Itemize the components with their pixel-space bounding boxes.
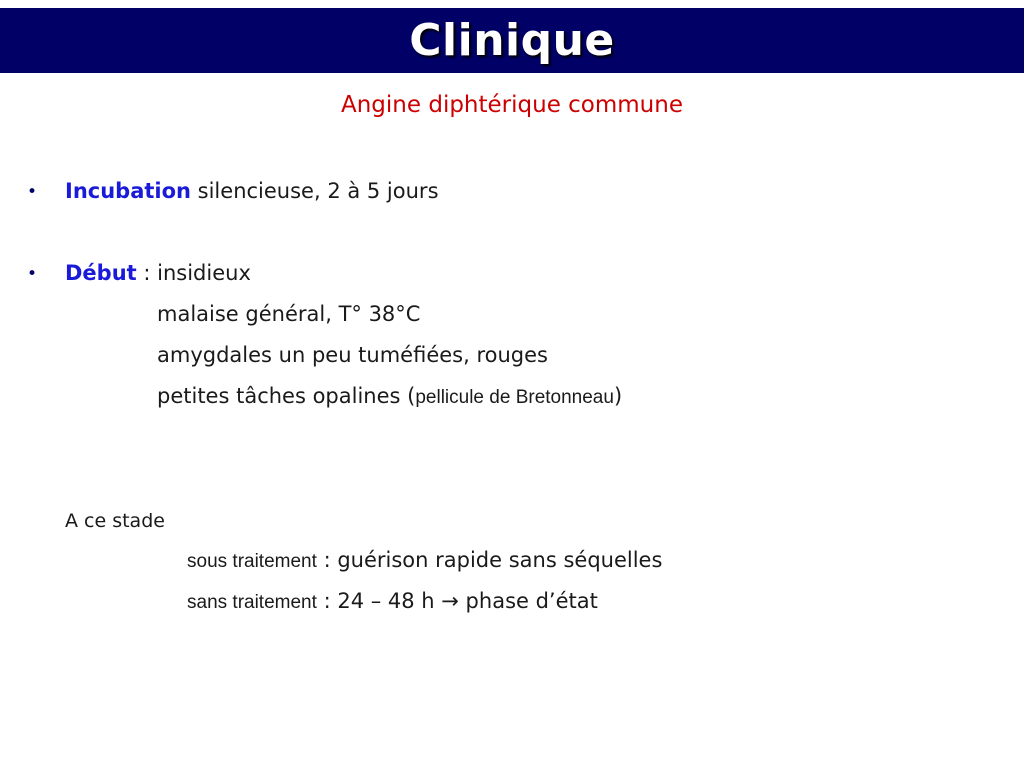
incubation-line	[65, 179, 439, 203]
slide-subtitle	[0, 92, 1024, 118]
subtitle-text: Angine diphtérique commune	[341, 92, 683, 118]
debut-detail-1: malaise général, T° 38°C	[157, 302, 421, 326]
debut-line	[65, 261, 251, 285]
slide-title: Clinique	[409, 15, 615, 66]
debut-detail-3-prefix: petites tâches opalines (	[157, 384, 416, 408]
incubation-text: silencieuse, 2 à 5 jours	[190, 179, 439, 203]
bullet-incubation: •	[27, 182, 38, 202]
sous-traitement-line	[187, 548, 662, 573]
debut-text: : insidieux	[136, 261, 251, 285]
bullet-debut: •	[27, 264, 38, 284]
sans-traitement-label: sans traitement	[187, 592, 317, 613]
sans-traitement-line	[187, 589, 598, 614]
sous-traitement-label: sous traitement	[187, 551, 317, 572]
debut-detail-3-suffix: )	[613, 384, 623, 408]
pellicule-note: pellicule de Bretonneau	[415, 387, 614, 408]
sans-traitement-text: : 24 – 48 h → phase d’état	[316, 589, 598, 613]
debut-keyword: Début	[65, 261, 137, 285]
sous-traitement-text: : guérison rapide sans séquelles	[316, 548, 663, 572]
debut-detail-2: amygdales un peu tuméfiées, rouges	[157, 343, 548, 367]
stade-heading: A ce stade	[65, 510, 165, 532]
incubation-keyword: Incubation	[65, 179, 191, 203]
debut-detail-3	[157, 384, 622, 409]
